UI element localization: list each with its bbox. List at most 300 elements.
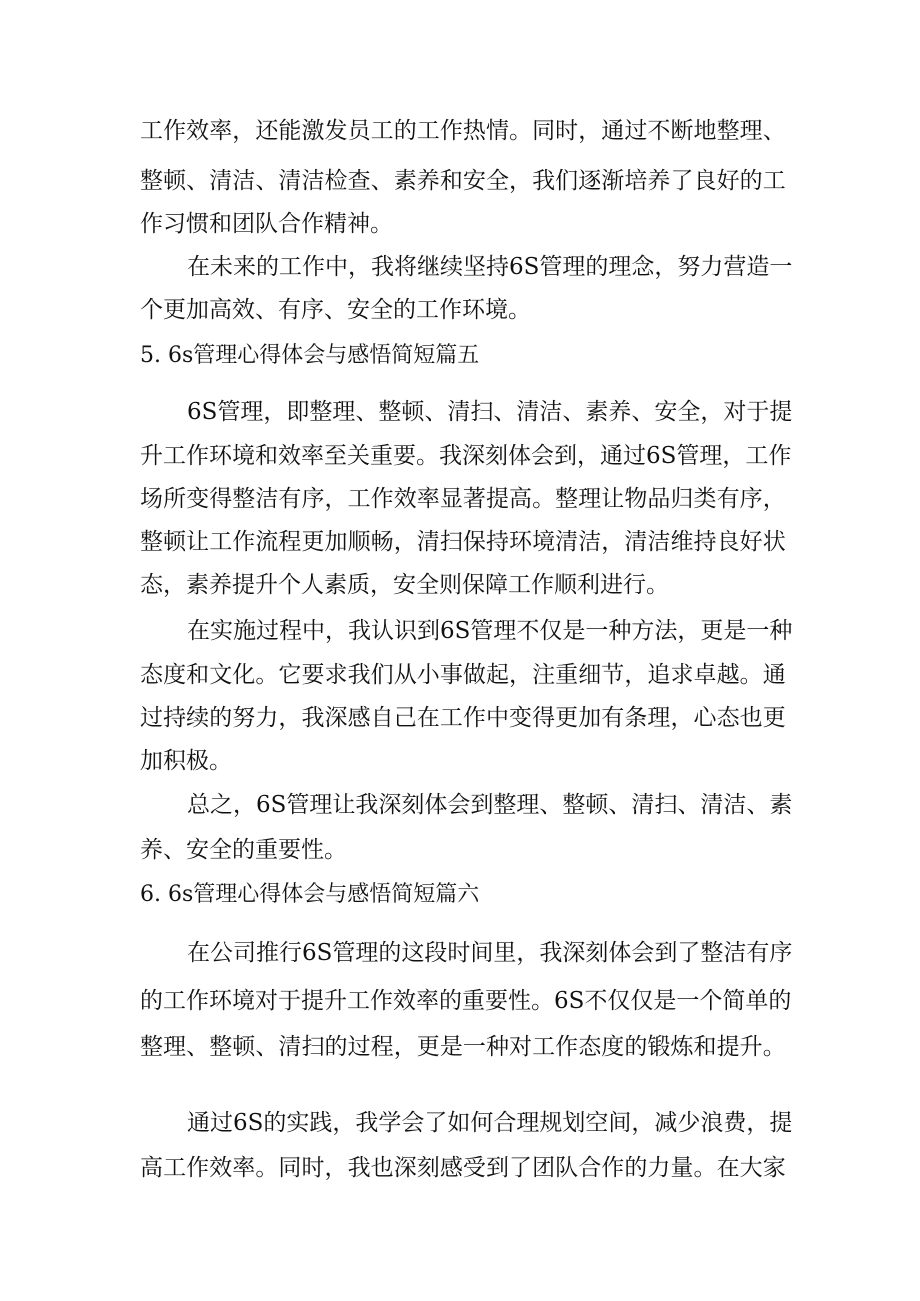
- paragraph-line: [187, 938, 793, 968]
- glyph: ，: [332, 1110, 356, 1136]
- glyph: 加: [578, 705, 602, 731]
- paragraph-line: 加积极。: [140, 748, 232, 774]
- glyph: 来: [233, 254, 256, 280]
- glyph: 提: [485, 486, 509, 512]
- glyph: 要: [485, 988, 508, 1014]
- glyph: 过: [347, 1034, 371, 1060]
- glyph: 提: [769, 399, 793, 425]
- glyph: 条: [624, 705, 648, 731]
- glyph: 划: [562, 1110, 586, 1136]
- glyph: 求: [324, 662, 348, 688]
- paragraph-line: [187, 790, 793, 820]
- glyph: 、: [631, 399, 655, 425]
- glyph: 清: [516, 399, 540, 425]
- glyph: 洁: [539, 399, 563, 425]
- glyph: 清: [416, 529, 440, 555]
- paragraph-line: [140, 1032, 786, 1062]
- glyph: 、: [186, 1034, 210, 1060]
- glyph: 理: [493, 618, 517, 644]
- glyph: 、: [424, 399, 448, 425]
- glyph: ，: [233, 792, 256, 818]
- glyph: 深: [378, 792, 402, 818]
- glyph: 6S: [302, 940, 333, 966]
- glyph: 扫: [301, 1034, 325, 1060]
- glyph: 顿: [232, 1034, 256, 1060]
- glyph: 求: [670, 662, 694, 688]
- glyph: 清: [631, 792, 655, 818]
- glyph: 。: [762, 1034, 786, 1060]
- glyph: 继: [417, 254, 440, 280]
- paragraph-line: [187, 616, 793, 646]
- glyph: 。: [532, 486, 556, 512]
- glyph: 环: [209, 443, 232, 469]
- glyph: 良: [693, 168, 717, 194]
- paragraph-line: [187, 252, 793, 282]
- glyph: 素: [393, 168, 417, 194]
- glyph: 理: [163, 1034, 187, 1060]
- glyph: 心: [693, 705, 717, 731]
- glyph: 间: [470, 940, 494, 966]
- glyph: 通: [187, 1110, 210, 1136]
- glyph: 度: [163, 662, 187, 688]
- glyph: 小: [416, 662, 440, 688]
- glyph: 升: [739, 1034, 763, 1060]
- glyph: 总: [187, 792, 210, 818]
- glyph: 即: [286, 399, 310, 425]
- glyph: 了: [424, 1110, 448, 1136]
- glyph: 养: [608, 399, 632, 425]
- glyph: 、: [608, 792, 632, 818]
- glyph: 对: [255, 988, 278, 1014]
- glyph: 作: [302, 254, 325, 280]
- glyph: 追: [647, 662, 671, 688]
- glyph: 序: [301, 486, 325, 512]
- glyph: 持: [486, 254, 509, 280]
- paragraph-line: 个更加高效、有序、安全的工作环境。: [140, 297, 531, 323]
- glyph: 体: [424, 792, 448, 818]
- glyph: 、: [255, 1034, 279, 1060]
- glyph: 变: [186, 486, 210, 512]
- glyph: 顿: [163, 529, 187, 555]
- glyph: 整: [232, 486, 256, 512]
- glyph: 体: [508, 443, 531, 469]
- glyph: 一: [746, 618, 770, 644]
- glyph: ，: [700, 399, 724, 425]
- glyph: 也: [739, 705, 763, 731]
- glyph: 效: [186, 118, 210, 144]
- glyph: 的: [624, 1034, 648, 1060]
- glyph: 理: [240, 399, 264, 425]
- glyph: 更: [700, 618, 724, 644]
- glyph: 整: [555, 486, 579, 512]
- paragraph-line: [140, 660, 786, 690]
- glyph: 员: [347, 118, 371, 144]
- glyph: ，: [325, 618, 348, 644]
- glyph: 会: [447, 792, 471, 818]
- glyph: 整: [716, 118, 740, 144]
- glyph: 升: [140, 443, 163, 469]
- glyph: 费: [723, 1110, 747, 1136]
- glyph: 感: [347, 705, 371, 731]
- glyph: 全: [485, 168, 509, 194]
- glyph: 和: [439, 168, 463, 194]
- section-heading: 6. 6s管理心得体会与感悟简短篇六: [140, 882, 480, 907]
- glyph: 在: [187, 254, 210, 280]
- glyph: 整: [562, 792, 586, 818]
- glyph: 作: [370, 988, 393, 1014]
- glyph: 刻: [416, 1155, 440, 1181]
- glyph: ，: [324, 1155, 348, 1181]
- glyph: 好: [716, 168, 740, 194]
- glyph: 态: [140, 662, 163, 688]
- glyph: 度: [601, 1034, 625, 1060]
- glyph: 工: [163, 988, 186, 1014]
- paragraph-line: [140, 441, 792, 471]
- glyph: 受: [462, 1155, 486, 1181]
- glyph: 种: [769, 618, 793, 644]
- glyph: 显: [439, 486, 463, 512]
- glyph: 一: [676, 988, 700, 1014]
- glyph: 工: [140, 118, 163, 144]
- glyph: 有: [601, 705, 625, 731]
- glyph: 到: [470, 792, 494, 818]
- glyph: 营: [723, 254, 747, 280]
- glyph: 作: [186, 443, 209, 469]
- glyph: 炼: [670, 1034, 694, 1060]
- glyph: 于: [278, 988, 301, 1014]
- glyph: 在: [187, 618, 210, 644]
- glyph: ，: [232, 118, 256, 144]
- paragraph-line: 作习惯和团队合作精神。: [140, 211, 393, 237]
- glyph: 更: [301, 529, 325, 555]
- glyph: 是: [723, 618, 747, 644]
- glyph: 学: [378, 1110, 402, 1136]
- glyph: ，: [746, 1110, 770, 1136]
- glyph: 力: [647, 1155, 671, 1181]
- glyph: 过: [623, 443, 646, 469]
- glyph: 更: [416, 1034, 440, 1060]
- glyph: 不: [584, 988, 608, 1014]
- glyph: 管: [217, 399, 241, 425]
- glyph: 境: [232, 443, 255, 469]
- glyph: 流: [255, 529, 279, 555]
- glyph: 合: [578, 1155, 602, 1181]
- glyph: 扫: [470, 399, 494, 425]
- paragraph-line: [140, 166, 786, 196]
- glyph: ，: [762, 486, 786, 512]
- glyph: 养: [647, 168, 671, 194]
- glyph: 的: [256, 254, 279, 280]
- glyph: 管: [332, 940, 356, 966]
- glyph: 的: [324, 1034, 348, 1060]
- glyph: 理: [562, 254, 586, 280]
- glyph: 的: [768, 988, 792, 1014]
- glyph: 我: [532, 168, 556, 194]
- paragraph-line: [140, 116, 786, 146]
- glyph: 在: [716, 1155, 740, 1181]
- glyph: 我: [355, 792, 379, 818]
- glyph: 不: [647, 118, 671, 144]
- glyph: 这: [401, 940, 425, 966]
- glyph: 体: [608, 940, 632, 966]
- glyph: 清: [447, 399, 471, 425]
- glyph: ，: [677, 618, 701, 644]
- glyph: 大: [739, 1155, 763, 1181]
- glyph: 理: [608, 254, 632, 280]
- glyph: 更: [555, 705, 579, 731]
- glyph: 感: [439, 1155, 463, 1181]
- glyph: 6S: [440, 618, 471, 644]
- glyph: 类: [693, 486, 717, 512]
- glyph: 有: [716, 486, 740, 512]
- glyph: 让: [601, 486, 625, 512]
- glyph: 过: [210, 1110, 233, 1136]
- glyph: 、: [186, 168, 210, 194]
- glyph: 我: [301, 705, 325, 731]
- glyph: 和: [186, 662, 210, 688]
- glyph: 安: [462, 168, 486, 194]
- glyph: 工: [745, 443, 769, 469]
- glyph: 、: [539, 792, 563, 818]
- glyph: 地: [693, 118, 717, 144]
- glyph: 里: [493, 940, 517, 966]
- glyph: 整: [140, 529, 163, 555]
- glyph: 我: [539, 940, 563, 966]
- glyph: 种: [608, 618, 632, 644]
- glyph: 如: [447, 1110, 471, 1136]
- glyph: 细: [578, 662, 602, 688]
- glyph: 中: [485, 705, 509, 731]
- glyph: 6S: [554, 988, 585, 1014]
- glyph: 的: [393, 118, 417, 144]
- glyph: 态: [716, 705, 740, 731]
- glyph: 也: [370, 1155, 394, 1181]
- glyph: 法: [654, 618, 678, 644]
- glyph: 行: [279, 940, 302, 966]
- glyph: 刻: [585, 940, 609, 966]
- glyph: 情: [485, 118, 509, 144]
- glyph: ，: [578, 118, 602, 144]
- glyph: 6S: [646, 443, 677, 469]
- glyph: 们: [370, 662, 394, 688]
- glyph: 态: [578, 1034, 602, 1060]
- glyph: 努: [677, 254, 701, 280]
- glyph: 洁: [578, 529, 602, 555]
- glyph: 作: [555, 1034, 579, 1060]
- glyph: 了: [670, 168, 694, 194]
- glyph: 管: [676, 443, 700, 469]
- glyph: 更: [762, 705, 786, 731]
- glyph: 间: [608, 1110, 632, 1136]
- glyph: 方: [631, 618, 655, 644]
- glyph: 造: [746, 254, 770, 280]
- glyph: 它: [278, 662, 302, 688]
- glyph: 简: [722, 988, 746, 1014]
- glyph: 关: [347, 443, 370, 469]
- glyph: 整: [700, 940, 724, 966]
- glyph: 素: [585, 399, 609, 425]
- glyph: 量: [670, 1155, 694, 1181]
- glyph: ，: [278, 705, 302, 731]
- glyph: 己: [393, 705, 417, 731]
- glyph: 整: [378, 399, 402, 425]
- glyph: 理: [516, 792, 540, 818]
- glyph: ，: [393, 529, 417, 555]
- glyph: 、: [370, 168, 394, 194]
- glyph: 施: [233, 618, 256, 644]
- paragraph-line: [140, 986, 792, 1016]
- glyph: 工: [370, 118, 394, 144]
- glyph: 工: [163, 443, 186, 469]
- glyph: 、: [355, 399, 379, 425]
- glyph: 让: [186, 529, 210, 555]
- glyph: 深: [393, 1155, 417, 1181]
- glyph: 著: [462, 486, 486, 512]
- glyph: 理: [578, 486, 602, 512]
- glyph: ，: [722, 443, 746, 469]
- glyph: 工: [762, 168, 786, 194]
- glyph: 查: [347, 168, 371, 194]
- glyph: 仅: [630, 988, 654, 1014]
- glyph: 得: [532, 705, 556, 731]
- glyph: 刻: [485, 443, 508, 469]
- glyph: 要: [393, 443, 416, 469]
- glyph: 续: [440, 254, 463, 280]
- glyph: 全: [677, 399, 701, 425]
- glyph: 和: [693, 1034, 717, 1060]
- glyph: 续: [186, 705, 210, 731]
- glyph: 的: [624, 1155, 648, 1181]
- glyph: 率: [209, 118, 233, 144]
- glyph: 畅: [370, 529, 394, 555]
- glyph: 效: [393, 988, 416, 1014]
- glyph: 深: [462, 443, 485, 469]
- glyph: 清: [278, 1034, 302, 1060]
- glyph: 实: [286, 1110, 310, 1136]
- paragraph-line: 养、安全的重要性。: [140, 837, 347, 863]
- glyph: 效: [209, 1155, 233, 1181]
- glyph: 中: [302, 618, 325, 644]
- glyph: 认: [371, 618, 394, 644]
- glyph: 时: [301, 1155, 325, 1181]
- glyph: 我: [439, 443, 462, 469]
- glyph: ，: [624, 662, 648, 688]
- glyph: 司: [233, 940, 256, 966]
- glyph: 我: [347, 1155, 371, 1181]
- glyph: 中: [325, 254, 348, 280]
- glyph: 在: [187, 940, 210, 966]
- glyph: 培: [624, 168, 648, 194]
- glyph: 理: [699, 443, 723, 469]
- glyph: 对: [509, 1034, 532, 1060]
- glyph: 要: [301, 662, 325, 688]
- glyph: 刻: [401, 792, 425, 818]
- glyph: 6S: [256, 792, 287, 818]
- glyph: ，: [348, 254, 371, 280]
- glyph: 工: [439, 705, 463, 731]
- glyph: 激: [301, 118, 325, 144]
- glyph: 。: [255, 662, 279, 688]
- glyph: 是: [439, 1034, 463, 1060]
- glyph: 坚: [463, 254, 486, 280]
- glyph: 管: [539, 254, 563, 280]
- glyph: 于: [746, 399, 770, 425]
- glyph: 少: [677, 1110, 701, 1136]
- glyph: ，: [516, 940, 540, 966]
- glyph: 整: [493, 792, 517, 818]
- paragraph-line: [187, 397, 793, 427]
- glyph: 念: [631, 254, 655, 280]
- glyph: 效: [393, 486, 417, 512]
- glyph: 起: [485, 662, 509, 688]
- glyph: 境: [532, 529, 556, 555]
- glyph: 持: [485, 529, 509, 555]
- glyph: 渐: [601, 168, 625, 194]
- glyph: 一: [769, 254, 793, 280]
- glyph: 何: [470, 1110, 494, 1136]
- glyph: 过: [140, 705, 163, 731]
- glyph: 了: [509, 1155, 532, 1181]
- glyph: 6S: [509, 254, 540, 280]
- glyph: 力: [255, 705, 279, 731]
- glyph: 升: [324, 988, 347, 1014]
- glyph: 。: [509, 118, 532, 144]
- glyph: 重: [555, 662, 579, 688]
- glyph: 良: [716, 529, 740, 555]
- glyph: 效: [278, 443, 301, 469]
- glyph: 的: [585, 254, 609, 280]
- glyph: ，: [509, 168, 532, 194]
- glyph: 养: [416, 168, 440, 194]
- glyph: 家: [762, 1155, 786, 1181]
- glyph: 们: [555, 168, 579, 194]
- glyph: 。: [739, 662, 763, 688]
- glyph: 境: [232, 988, 255, 1014]
- glyph: 率: [232, 1155, 256, 1181]
- glyph: 洁: [232, 168, 256, 194]
- glyph: 卓: [693, 662, 717, 688]
- glyph: 和: [255, 443, 278, 469]
- glyph: 顺: [347, 529, 371, 555]
- glyph: 公: [210, 940, 233, 966]
- glyph: 的: [739, 168, 763, 194]
- glyph: 在: [416, 705, 440, 731]
- glyph: 识: [394, 618, 417, 644]
- glyph: 。: [531, 988, 554, 1014]
- glyph: 段: [424, 940, 448, 966]
- glyph: 作: [370, 486, 394, 512]
- glyph: 安: [654, 399, 678, 425]
- glyph: 检: [324, 168, 348, 194]
- glyph: 。: [255, 1155, 279, 1181]
- glyph: 努: [232, 705, 256, 731]
- glyph: 理: [516, 1110, 540, 1136]
- glyph: 维: [670, 529, 694, 555]
- glyph: 锻: [647, 1034, 671, 1060]
- glyph: 将: [394, 254, 417, 280]
- glyph: 空: [585, 1110, 609, 1136]
- glyph: 作: [601, 1155, 625, 1181]
- glyph: 的: [263, 1110, 287, 1136]
- glyph: 有: [746, 940, 770, 966]
- glyph: 规: [539, 1110, 563, 1136]
- glyph: 仅: [607, 988, 631, 1014]
- glyph: 清: [624, 529, 648, 555]
- glyph: 对: [723, 399, 747, 425]
- glyph: 清: [278, 168, 302, 194]
- glyph: 、: [762, 118, 786, 144]
- glyph: 还: [255, 118, 279, 144]
